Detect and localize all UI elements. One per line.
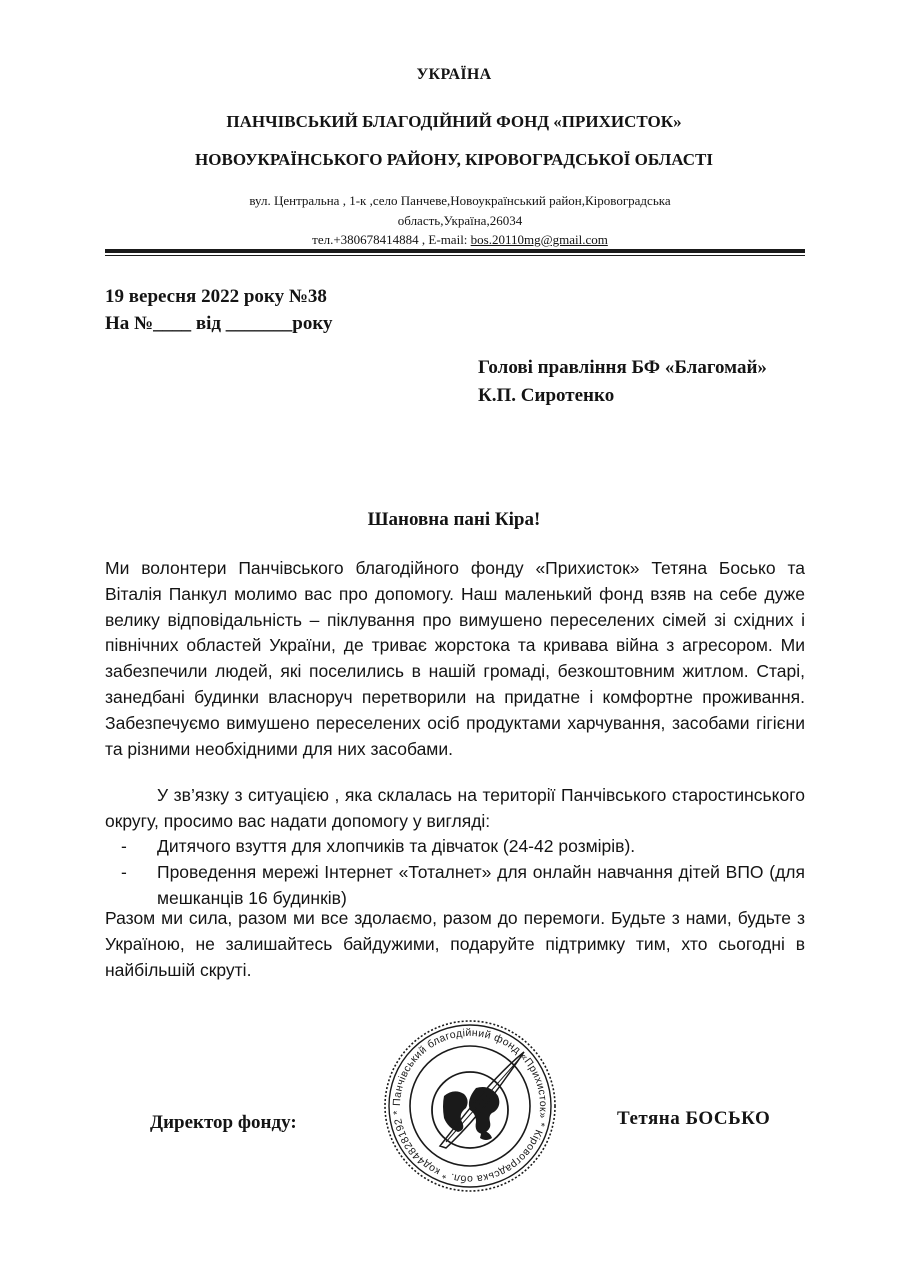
body-paragraph-2: У зв’язку з ситуацією , яка склалась на території Панчівського старостинського округу, просимо вас надати допомогу у вигляді:	[105, 785, 805, 831]
letter-reply-reference: На №____ від _______року	[105, 313, 333, 334]
signature-name: Тетяна БОСЬКО	[617, 1108, 771, 1129]
addressee-line-2: К.П. Сиротенко	[478, 385, 615, 406]
header-rule-thick	[105, 249, 805, 253]
body-paragraph-1: Ми волонтери Панчівського благодійного фонду «Прихисток» Тетяна Босько та Віталія Панкул молимо вас про допомогу. Наш маленький фонд взяв на себе дуже велику відповідальність – піклування про вимушено переселених сімей зі східних і північних областей України, де триває жорстока та кривава війна з агресором. Ми забезпечили людей, які поселились в нашій громаді, безкоштовним житлом. Старі, занедбані будинки власноруч перетворили на придатне і комфортне проживання. Забезпечуємо вимушено переселених осіб продуктами харчування, засобами гігієни та різними необхідними для них засобами.	[105, 558, 805, 759]
header-rule-thin	[105, 255, 805, 256]
address-line-1: вул. Центральна , 1-к ,село Панчеве,Новоукраїнський район,Кіровоградська	[249, 193, 671, 208]
globe-icon	[432, 1072, 508, 1148]
stamp-ring-text: Панчівський благодійний фонд «Прихисток» * Кіровоградська обл. * код44828192 *	[390, 1026, 550, 1186]
header-org-region: НОВОУКРАЇНСЬКОГО РАЙОНУ, КІРОВОГРАДСЬКОЇ ОБЛАСТІ	[195, 150, 713, 169]
phone-text: тел.+380678414884 , E-mail:	[312, 232, 471, 247]
letter-date-number: 19 вересня 2022 року №38	[105, 286, 327, 307]
list-item-text: Дитячого взуття для хлопчиків та дівчаток (24-42 розмірів).	[157, 836, 636, 856]
header-country: УКРАЇНА	[416, 66, 492, 83]
list-item	[105, 860, 805, 912]
stamp-seal	[382, 1018, 558, 1194]
list-marker: -	[121, 861, 127, 882]
list-marker: -	[121, 836, 127, 856]
salutation: Шановна пані Кіра!	[367, 509, 541, 530]
list-item-text: Проведення мережі Інтернет «Тоталнет» для онлайн навчання дітей ВПО (для мешканців 16 будинків)	[157, 861, 805, 908]
signature-role: Директор фонду:	[150, 1112, 297, 1133]
addressee-block	[478, 354, 767, 410]
list-item	[105, 834, 805, 860]
addressee-line-1: Голові правління БФ «Благомай»	[478, 357, 767, 378]
email-link[interactable]: bos.20110mg@gmail.com	[470, 232, 608, 247]
header-org-name: ПАНЧІВСЬКИЙ БЛАГОДІЙНИЙ ФОНД «ПРИХИСТОК»	[226, 112, 682, 131]
request-list	[105, 834, 805, 911]
body-paragraph-3: Разом ми сила, разом ми все здолаємо, разом до перемоги. Будьте з нами, будьте з Україною, не залишайтесь байдужими, подаруйте підтримку тим, хто сьогодні в найбільшій скруті.	[105, 908, 805, 980]
header-address	[180, 191, 740, 231]
header-contact	[180, 232, 740, 248]
address-line-2: область,Україна,26034	[397, 213, 523, 228]
